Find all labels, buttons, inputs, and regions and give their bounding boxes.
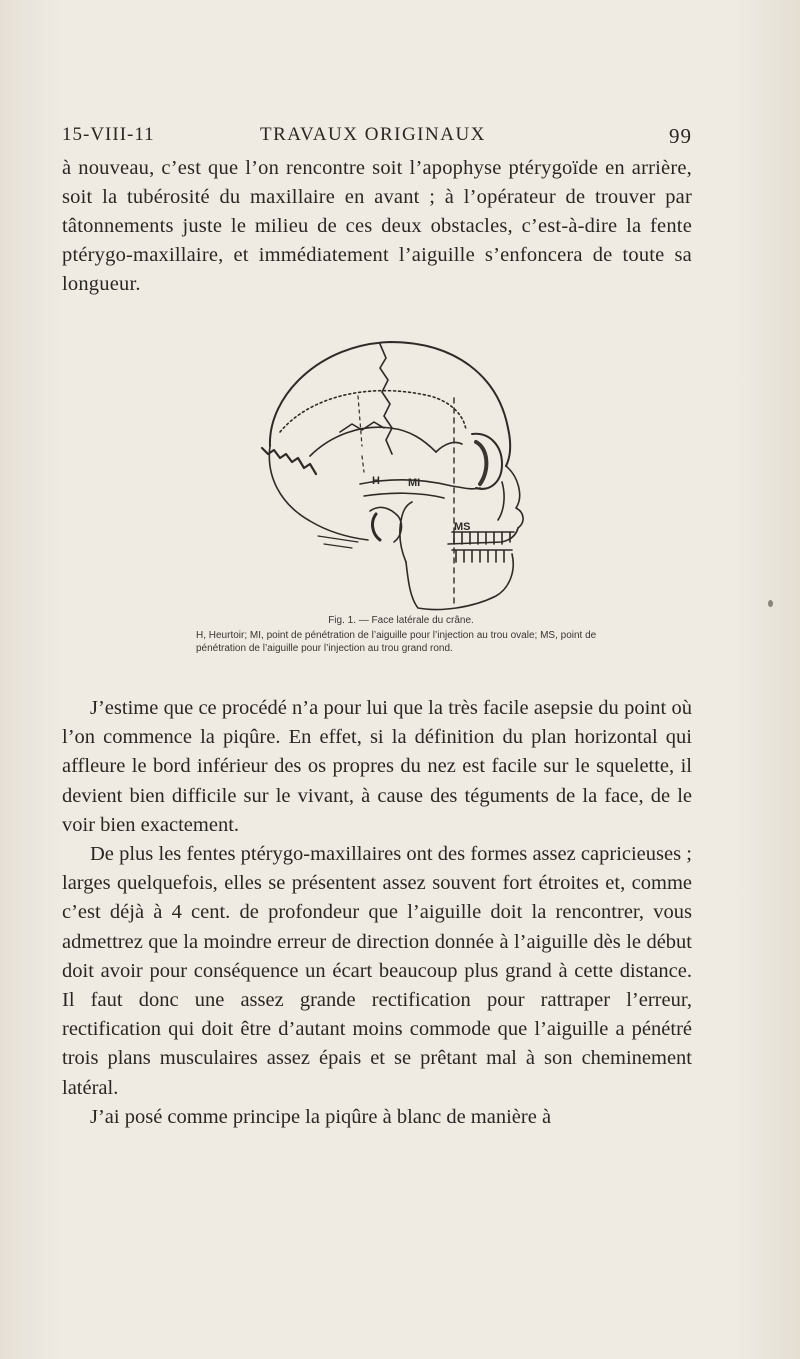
header-section-title: TRAVAUX ORIGINAUX — [260, 124, 486, 145]
paragraph: à nouveau, c’est que l’on rencontre soit l’apophyse ptérygoïde en arrière, soit la tubérosité du maxillaire en avant ; à l’opérateur de trouver par tâtonnements juste le milieu de ces deux obstacles, c’est-à-dire la fente ptérygo-maxillaire, et immédiatement l’aiguille s’enfoncera de toute sa longueur. — [62, 157, 692, 295]
label-h: H — [372, 475, 380, 487]
text-block-bottom — [62, 694, 692, 1132]
label-ms: MS — [454, 521, 471, 533]
paragraph: J’estime que ce procédé n’a pour lui que la très facile asepsie du point où l’on commence la piqûre. En effet, si la définition du plan horizontal qui affleure le bord inférieur des os propres du nez est facile sur le squelette, il devient bien difficile sur le vivant, à cause des téguments de la face, de le voir bien exactement. — [62, 697, 692, 836]
paragraph: De plus les fentes ptérygo-maxillaires ont des formes assez capricieuses ; larges quelquefois, elles se présentent assez souvent fort étroites et, comme c’est déjà à 4 cent. de profondeur que l’aiguille doit la rencontrer, vous admettrez que la moindre erreur de direction donnée à l’aiguille dès le début doit avoir pour conséquence un écart beaucoup plus grand à cette distance. Il faut donc une assez grande rectification pour rattraper l’erreur, rectification qui doit être d’autant moins commode que l’aiguille a pénétré trois plans musculaires assez épais et se prêtant mal à son cheminement latéral. — [62, 843, 692, 1099]
page-number: 99 — [669, 124, 692, 148]
label-mi: MI — [408, 477, 421, 489]
header-date: 15-VIII-11 — [62, 124, 155, 145]
text-block-top — [62, 154, 692, 299]
caption-title: Fig. 1. — Face latérale du crâne. — [328, 615, 474, 626]
running-head — [62, 124, 692, 150]
figure-caption — [196, 614, 606, 655]
skull-figure — [240, 336, 540, 614]
caption-body: H, Heurtoir; MI, point de pénétration de l’aiguille pour l’injection au trou ovale; MS, point de pénétration de l’aiguille pour l’injection au trou grand rond. — [196, 630, 597, 654]
paragraph: J’ai posé comme principe la piqûre à blanc de manière à — [90, 1105, 552, 1128]
skull-illustration — [240, 336, 540, 614]
paper-speck — [768, 600, 773, 607]
